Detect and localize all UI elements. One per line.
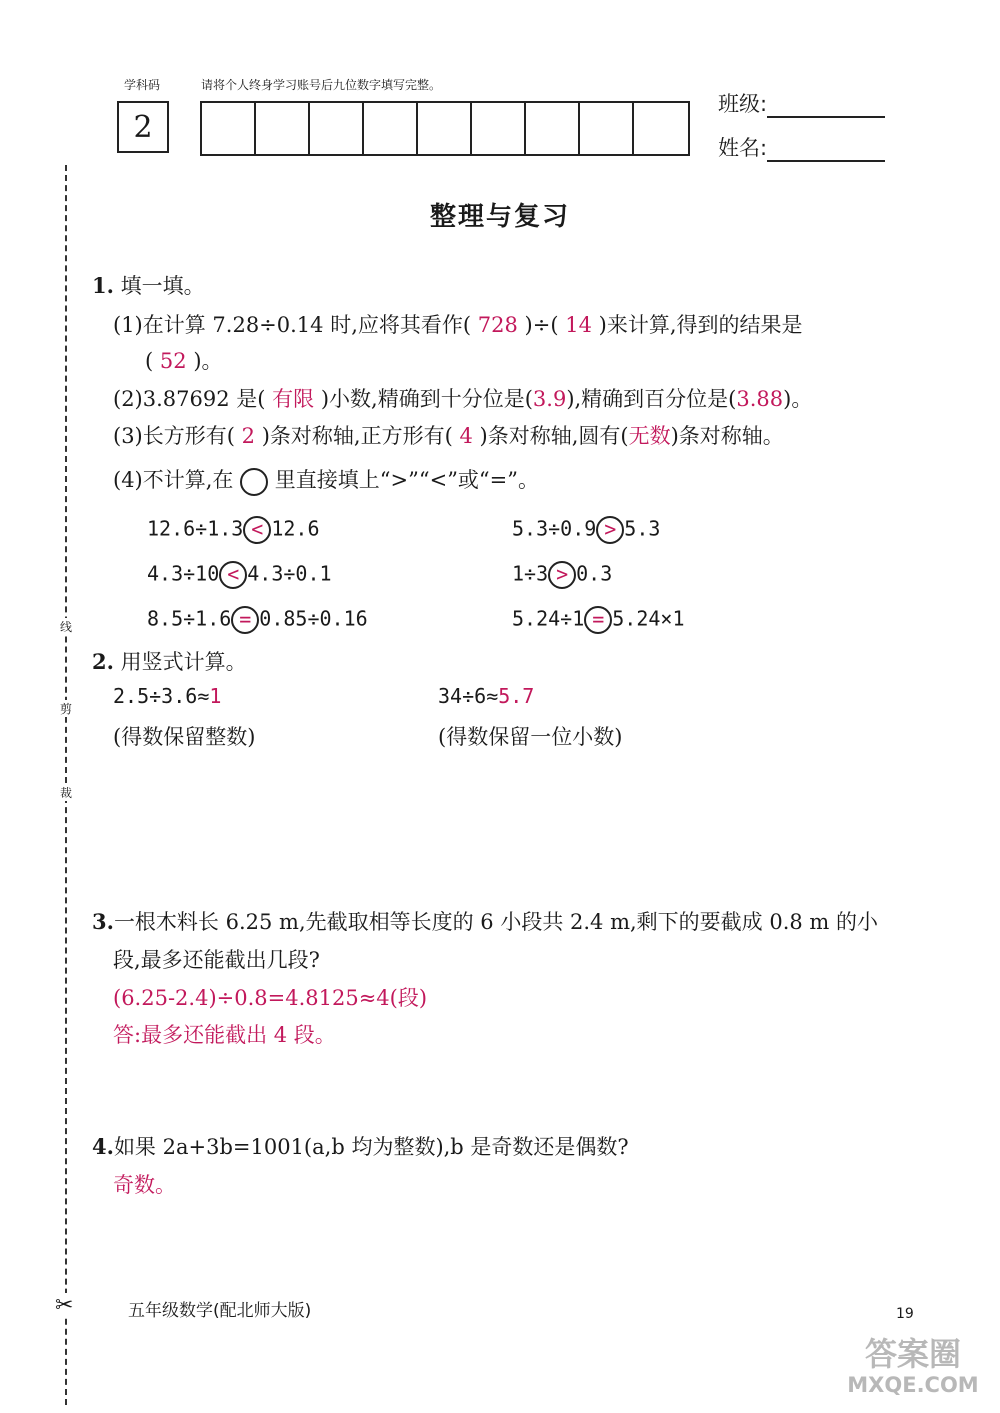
q1-part3-text-c: )条对称轴,圆有(	[479, 424, 629, 448]
compare-left: 8.5÷1.6	[147, 606, 232, 631]
digit-box[interactable]	[202, 103, 256, 154]
cut-label-trim: 裁	[59, 786, 72, 800]
q3-line1	[92, 906, 878, 936]
q1-title: 填一填。	[120, 274, 205, 298]
q3-text-1: 一根木料长 6.25 m,先截取相等长度的 6 小段共 2.4 m,剩下的要截成 0.8 m 的小	[113, 910, 879, 934]
q2-b-note: (得数保留一位小数)	[438, 725, 623, 749]
compare-left: 1÷3	[512, 561, 549, 586]
footer-book-title: 五年级数学(配北师大版)	[128, 1301, 312, 1321]
q1-number: 1.	[92, 273, 114, 298]
q2-b-expression: 34÷6≈	[438, 684, 499, 708]
q4-line	[92, 1131, 629, 1161]
compare-item	[512, 516, 660, 544]
q1-part1-text-e: )。	[193, 349, 223, 373]
account-digit-boxes[interactable]	[200, 101, 690, 156]
q1-part2-answer-1: 有限	[272, 387, 315, 411]
digit-box[interactable]	[634, 103, 688, 154]
q4-answer: 奇数。	[113, 1173, 176, 1197]
q1-part3-answer-2: 4	[459, 424, 473, 448]
q1-part1-text-d: (	[145, 349, 154, 373]
q1-part4-text-a: (4)不计算,在	[113, 468, 234, 492]
q2-a-note: (得数保留整数)	[113, 725, 256, 749]
q1-part2-text-b: )小数,精确到十分位是(	[320, 387, 533, 411]
q1-heading	[92, 270, 205, 300]
q1-part2-text-c: ),精确到百分位是(	[566, 387, 737, 411]
watermark-line1: 答案圈	[864, 1335, 961, 1373]
q1-part1-answer-3: 52	[159, 349, 187, 373]
q1-part1	[113, 309, 803, 339]
scissors-icon: ✂	[55, 1293, 74, 1318]
compare-item	[147, 561, 332, 589]
q1-part3-text-a: (3)长方形有(	[113, 424, 235, 448]
q2-a-expression: 2.5÷3.6≈	[113, 684, 210, 708]
q1-part4	[113, 464, 539, 496]
digit-box[interactable]	[256, 103, 310, 154]
compare-answer-circle[interactable]: >	[596, 516, 624, 544]
q1-part3-text-d: )条对称轴。	[670, 424, 784, 448]
compare-item	[147, 516, 320, 544]
q1-part1-answer-2: 14	[565, 313, 592, 337]
compare-answer-circle[interactable]: <	[219, 561, 247, 589]
q1-part1-text-c: )来计算,得到的结果是	[598, 313, 803, 337]
compare-left: 4.3÷10	[147, 561, 220, 586]
q1-part1-text-b: )÷(	[524, 313, 559, 337]
compare-item	[512, 606, 685, 634]
q1-part1-line2	[145, 345, 223, 375]
q2-b-answer: 5.7	[498, 684, 535, 708]
q1-part2-answer-2: 3.9	[532, 387, 567, 411]
q2-number: 2.	[92, 649, 114, 674]
compare-right: 0.3	[576, 561, 613, 586]
q1-part1-answer-1: 728	[477, 313, 518, 337]
q2-problem-a	[113, 684, 221, 708]
compare-right: 5.24×1	[612, 606, 685, 631]
q1-part2	[113, 383, 812, 413]
q4-number: 4.	[92, 1134, 114, 1159]
q3-answer-calc: (6.25-2.4)÷0.8=4.8125≈4(段)	[113, 986, 428, 1010]
page-number: 19	[896, 1306, 914, 1322]
digit-box[interactable]	[472, 103, 526, 154]
watermark-logo	[838, 1335, 988, 1405]
blank-circle-icon	[240, 468, 268, 496]
watermark-line2: MXQE.COM	[847, 1373, 979, 1397]
compare-right: 5.3	[624, 516, 661, 541]
cut-label-cut: 剪	[59, 702, 72, 716]
compare-left: 5.24÷1	[512, 606, 585, 631]
q1-part3-answer-1: 2	[241, 424, 256, 448]
digit-box[interactable]	[526, 103, 580, 154]
q4-text: 如果 2a+3b=1001(a,b 均为整数),b 是奇数还是偶数?	[113, 1135, 629, 1159]
q3-answer-text: 答:最多还能截出 4 段。	[113, 1023, 336, 1047]
q2-title: 用竖式计算。	[120, 650, 247, 674]
digit-box[interactable]	[580, 103, 634, 154]
compare-item	[512, 561, 612, 589]
name-blank[interactable]	[767, 136, 885, 162]
page-title: 整理与复习	[429, 202, 570, 232]
subject-code-label: 学科码	[124, 78, 161, 92]
class-field[interactable]	[718, 88, 885, 118]
compare-left: 5.3÷0.9	[512, 516, 597, 541]
compare-answer-circle[interactable]: =	[584, 606, 612, 634]
compare-left: 12.6÷1.3	[147, 516, 244, 541]
subject-code-box: 2	[117, 101, 169, 153]
q3-number: 3.	[92, 909, 114, 934]
compare-right: 0.85÷0.16	[259, 606, 368, 631]
q2-a-answer: 1	[209, 684, 222, 708]
digit-box[interactable]	[310, 103, 364, 154]
q1-part3-text-b: )条对称轴,正方形有(	[261, 424, 453, 448]
name-label: 姓名:	[718, 136, 768, 160]
compare-answer-circle[interactable]: <	[243, 516, 271, 544]
q2-heading	[92, 646, 247, 676]
q1-part1-text-a: (1)在计算 7.28÷0.14 时,应将其看作(	[113, 313, 472, 337]
q1-part2-text-a: (2)3.87692 是(	[113, 387, 266, 411]
q1-part2-text-d: )。	[783, 387, 813, 411]
class-label: 班级:	[718, 92, 768, 116]
q1-part2-answer-3: 3.88	[736, 387, 784, 411]
q1-part3-answer-3: 无数	[628, 424, 671, 448]
compare-right: 12.6	[271, 516, 320, 541]
q3-line2: 段,最多还能截出几段?	[113, 948, 320, 972]
account-instruction: 请将个人终身学习账号后九位数字填写完整。	[201, 78, 442, 92]
compare-right: 4.3÷0.1	[247, 561, 332, 586]
name-field[interactable]	[718, 132, 885, 162]
digit-box[interactable]	[418, 103, 472, 154]
compare-item	[147, 606, 368, 634]
digit-box[interactable]	[364, 103, 418, 154]
class-blank[interactable]	[767, 92, 885, 118]
q1-part4-text-b: 里直接填上“>”“<”或“=”。	[274, 468, 539, 492]
q2-problem-b	[438, 684, 534, 708]
q1-part3	[113, 420, 784, 450]
compare-answer-circle[interactable]: >	[548, 561, 576, 589]
cut-label-line: 线	[59, 620, 72, 634]
compare-answer-circle[interactable]: =	[231, 606, 259, 634]
